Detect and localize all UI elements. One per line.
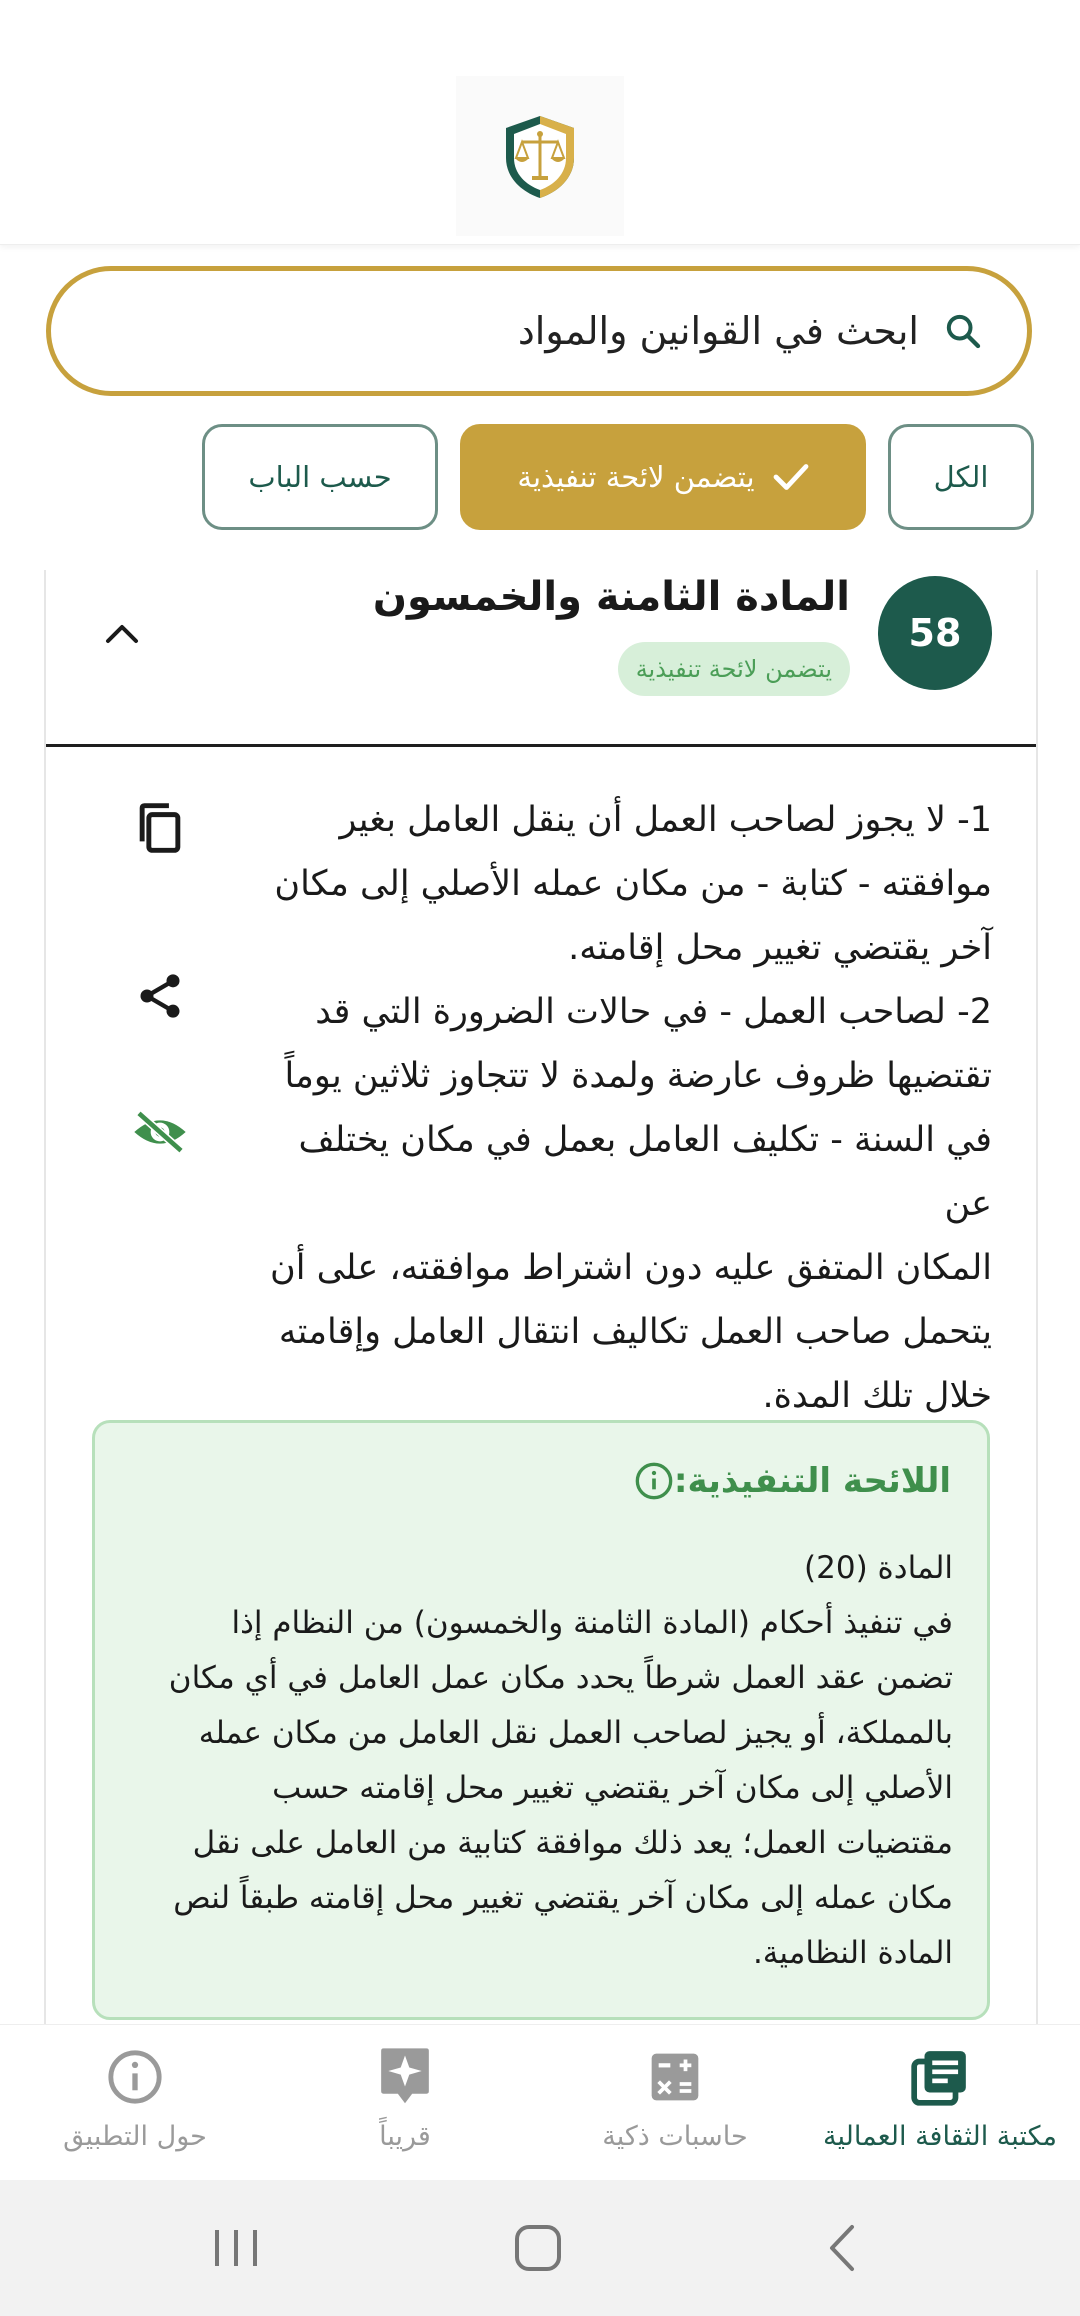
regulation-badge: يتضمن لائحة تنفيذية [618, 642, 850, 696]
app-logo [456, 76, 624, 236]
regulation-box [92, 1420, 990, 2020]
nav-label: حاسبات ذكية [602, 2121, 748, 2152]
article-body: 1- لا يجوز لصاحب العمل أن ينقل العامل بغير موافقته - كتابة - من مكان عمله الأصلي إلى مكان آخر يقتضي تغيير محل إقامته. 2- لصاحب العمل - في حالات الضرورة التي قد تقتضيها ظروف عارضة ولمدة لا تتجاوز ثلاثين يوماً في السنة - تكليف العامل بعمل في مكان يختلف عن المكان المتفق عليه دون اشتراط موافقته، على أن يتحمل صاحب العمل تكاليف انتقال العامل وإقامته خلال تلك المدة. [270, 800, 992, 1416]
regulation-title: اللائحة التنفيذية: [673, 1461, 951, 1501]
home-button[interactable] [498, 2218, 578, 2278]
article-number-badge: 58 [878, 576, 992, 690]
filter-chip-all[interactable] [888, 424, 1034, 530]
search-bar[interactable] [46, 266, 1032, 396]
divider [46, 744, 1036, 747]
back-chevron-icon [824, 2223, 860, 2273]
filter-chip-label: حسب الباب [248, 460, 392, 494]
checkmark-icon [773, 462, 809, 492]
regulation-header [620, 1461, 951, 1501]
calculator-icon [647, 2045, 703, 2109]
filter-chip-label: يتضمن لائحة تنفيذية [517, 460, 755, 494]
system-navigation-bar [0, 2180, 1080, 2316]
copy-button[interactable] [128, 796, 192, 860]
recent-apps-button[interactable] [196, 2218, 276, 2278]
chevron-up-icon [102, 621, 142, 647]
search-input[interactable]: ابحث في القوانين والمواد [517, 309, 919, 353]
info-icon [106, 2045, 164, 2109]
app-header [0, 0, 1080, 245]
article-title: المادة الثامنة والخمسون [372, 574, 850, 620]
scales-shield-logo-icon [500, 112, 580, 200]
search-icon [939, 307, 987, 355]
info-icon [634, 1461, 674, 1501]
nav-item-library[interactable] [800, 2025, 1080, 2181]
home-icon [513, 2223, 563, 2273]
filter-chip-by-chapter[interactable] [202, 424, 438, 530]
nav-item-about[interactable] [30, 2025, 240, 2181]
regulation-text: المادة (20) في تنفيذ أحكام (المادة الثامنة والخمسون) من النظام إذا تضمن عقد العمل شرطاً يحدد مكان عمل العامل في أي مكان بالمملكة، أو يجيز لصاحب العمل نقل العامل من مكان عمله الأصلي إلى مكان آخر يقتضي تغيير محل إقامته حسب مقتضيات العمل؛ يعد ذلك موافقة كتابية من العامل على نقل مكان عمله إلى مكان آخر يقتضي تغيير محل إقامته طبقاً لنص المادة النظامية. [168, 1550, 953, 1971]
hide-regulation-button[interactable] [128, 1100, 192, 1164]
share-button[interactable] [128, 964, 192, 1028]
back-button[interactable] [802, 2218, 882, 2278]
eye-off-icon [132, 1108, 188, 1156]
filter-chip-label: الكل [933, 460, 989, 494]
nav-label: مكتبة الثقافة العمالية [823, 2121, 1057, 2152]
sparkle-icon [378, 2045, 432, 2109]
nav-item-calculators[interactable] [560, 2025, 790, 2181]
collapse-button[interactable] [98, 610, 146, 658]
recent-apps-icon [211, 2226, 261, 2270]
nav-label: قريباً [379, 2121, 431, 2152]
library-icon [909, 2045, 971, 2109]
copy-icon [133, 799, 187, 857]
article-card [44, 570, 1038, 2024]
nav-item-coming-soon[interactable] [320, 2025, 490, 2181]
bottom-navigation [0, 2024, 1080, 2181]
share-icon [134, 970, 186, 1022]
nav-label: حول التطبيق [63, 2121, 207, 2152]
filter-chip-has-regulation[interactable] [460, 424, 866, 530]
